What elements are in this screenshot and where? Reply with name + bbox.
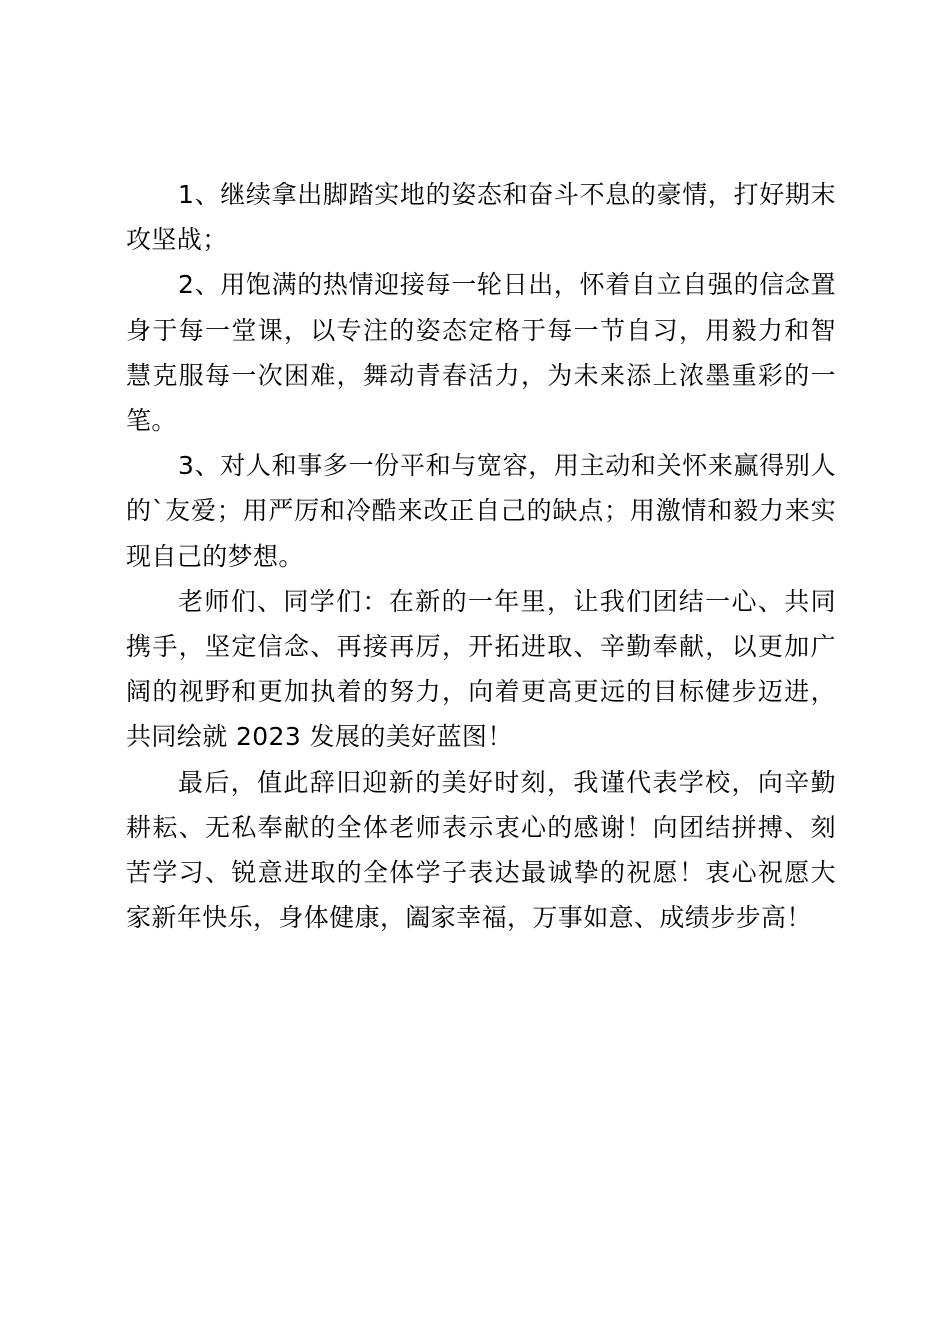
document-body (126, 172, 836, 940)
paragraph-item-2: 2、用饱满的热情迎接每一轮日出，怀着自立自强的信念置身于每一堂课，以专注的姿态定格于每一节自习，用毅力和智慧克服每一次困难，舞动青春活力，为未来添上浓墨重彩的一笔。 (126, 270, 836, 436)
paragraph-item-1: 1、继续拿出脚踏实地的姿态和奋斗不息的豪情，打好期末攻坚战； (126, 180, 836, 255)
paragraph-closing: 最后，值此辞旧迎新的美好时刻，我谨代表学校，向辛勤耕耘、无私奉献的全体老师表示衷心的感谢！向团结拼搏、刻苦学习、锐意进取的全体学子表达最诚挚的祝愿！衷心祝愿大家新年快乐，身体健康，阖家幸福，万事如意、成绩步步高！ (126, 767, 836, 933)
paragraph-address: 老师们、同学们：在新的一年里，让我们团结一心、共同携手，坚定信念、再接再厉，开拓进取、辛勤奉献，以更加广阔的视野和更加执着的努力，向着更高更远的目标健步迈进，共同绘就 2023 发展的美好蓝图！ (126, 586, 836, 752)
paragraph-item-3: 3、对人和事多一份平和与宽容，用主动和关怀来赢得别人的`友爱；用严厉和冷酷来改正自己的缺点；用激情和毅力来实现自己的梦想。 (126, 451, 836, 571)
